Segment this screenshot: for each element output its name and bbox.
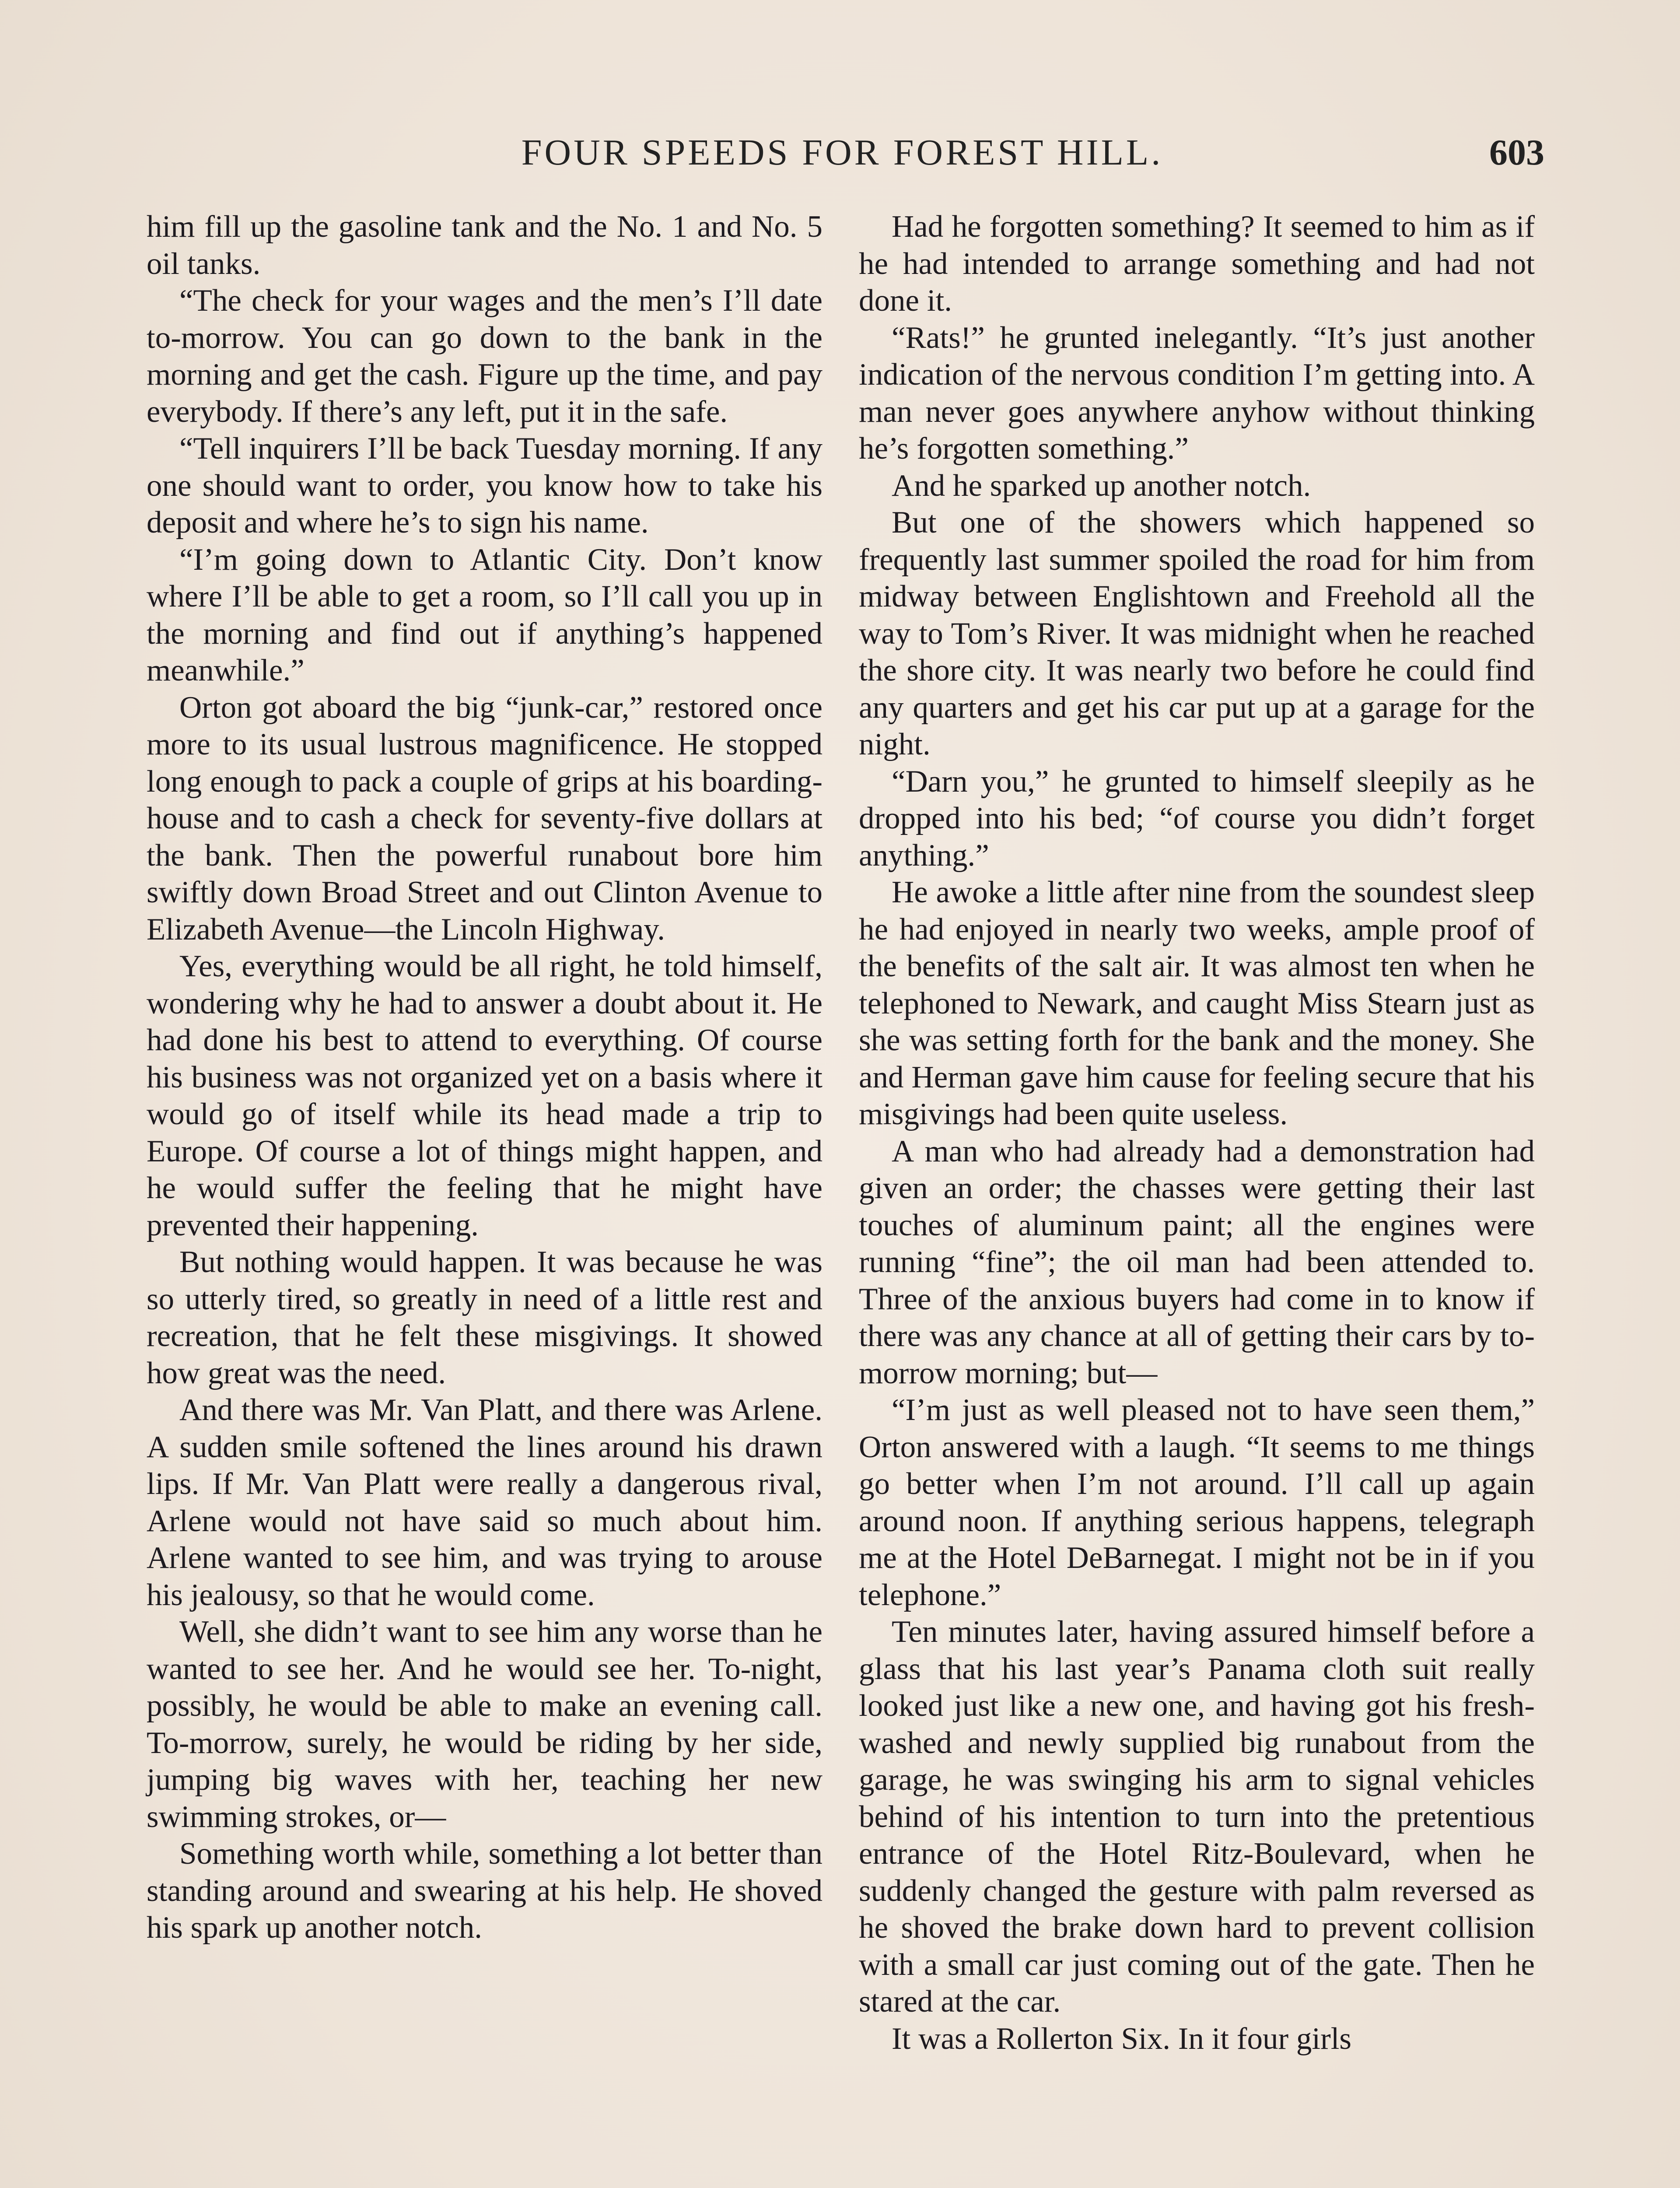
paragraph: But one of the showers which happened so frequently last summer spoiled the road for him from midway between Englishtown and Freehold all the way to Tom’s River. It was midnight when he reached the shore city. It was nearly two before he could find any quarters and get his car put up at a garage for the night. [859,505,1535,761]
paragraph: him fill up the gasoline tank and the No. 1 and No. 5 oil tanks. [147,210,822,281]
left-column [147,208,822,1946]
paragraph: “I’m going down to Atlantic City. Don’t know where I’ll be able to get a room, so I’ll call you up in the morning and find out if anything’s happened meanwhile.” [147,542,822,687]
right-column [859,208,1535,2057]
page-number: 603 [1489,132,1544,173]
paragraph: “Tell inquirers I’ll be back Tuesday morning. If any one should want to order, you know how to take his deposit and where he’s to sign his name. [147,431,822,540]
paragraph: “I’m just as well pleased not to have seen them,” Orton answered with a laugh. “It seems to me things go better when I’m not around. I’ll call up again around noon. If anything serious happens, telegraph me at the Hotel DeBarnegat. I might not be in if you telephone.” [859,1393,1535,1612]
paragraph: “The check for your wages and the men’s I’ll date to-morrow. You can go down to the bank in the morning and get the cash. Figure up the time, and pay everybody. If there’s any left, put it in the safe. [147,284,822,429]
paragraph: And he sparked up another notch. [892,468,1311,503]
paragraph: Had he forgotten something? It seemed to him as if he had intended to arrange something and had not done it. [859,210,1535,318]
paragraph: It was a Rollerton Six. In it four girls [892,2021,1352,2056]
paragraph: “Rats!” he grunted inelegantly. “It’s just another indication of the nervous condition I’m getting into. A man never goes anywhere anyhow without thinking he’s forgotten something.” [859,320,1535,466]
paragraph: But nothing would happen. It was because he was so utterly tired, so greatly in need of a little rest and recreation, that he felt these misgivings. It showed how great was the need. [147,1245,822,1390]
paragraph: Orton got aboard the big “junk-car,” restored once more to its usual lustrous magnificence. He stopped long enough to pack a couple of grips at his boarding-house and to cash a check for seventy-five dollars at the bank. Then the powerful runabout bore him swiftly down Broad Street and out Clinton Avenue to Elizabeth Avenue—the Lincoln Highway. [147,690,822,947]
paragraph: Ten minutes later, having assured himself before a glass that his last year’s Panama cloth suit really looked just like a new one, and having got his fresh-washed and newly supplied big runabout from the garage, he was swinging his arm to signal vehicles behind of his intention to turn into the pretentious entrance of the Hotel Ritz-Boulevard, when he suddenly changed the gesture with palm reversed as he shoved the brake down hard to prevent collision with a small car just coming out of the gate. Then he stared at the car. [859,1615,1535,2019]
paragraph: A man who had already had a demonstration had given an order; the chasses were getting their last touches of aluminum paint; all the engines were running “fine”; the oil man had been attended to. Three of the anxious buyers had come in to know if there was any chance at all of getting their cars by to-morrow morning; but— [859,1134,1535,1390]
paragraph: Well, she didn’t want to see him any worse than he wanted to see her. And he would see her. To-night, possibly, he would be able to make an evening call. To-morrow, surely, he would be riding by her side, jumping big waves with her, teaching her new swimming strokes, or— [147,1615,822,1834]
paragraph: Yes, everything would be all right, he told himself, wondering why he had to answer a doubt about it. He had done his best to attend to everything. Of course his business was not organized yet on a basis where it would go of itself while its head made a trip to Europe. Of course a lot of things might happen, and he would suffer the feeling that he might have prevented their happening. [147,949,822,1242]
paragraph: And there was Mr. Van Platt, and there was Arlene. A sudden smile softened the lines around his drawn lips. If Mr. Van Platt were really a dangerous rival, Arlene would not have said so much about him. Arlene wanted to see him, and was trying to arouse his jealousy, so that he would come. [147,1393,822,1612]
page-header [140,131,1544,184]
running-head-title: FOUR SPEEDS FOR FOREST HILL. [521,132,1163,173]
paragraph: Something worth while, something a lot better than standing around and swearing at his help. He shoved his spark up another notch. [147,1837,822,1945]
paragraph: He awoke a little after nine from the soundest sleep he had enjoyed in nearly two weeks, ample proof of the benefits of the salt air. It was almost ten when he telephoned to Newark, and caught Miss Stearn just as she was setting forth for the bank and the money. She and Herman gave him cause for feeling secure that his misgivings had been quite useless. [859,875,1535,1131]
paragraph: “Darn you,” he grunted to himself sleepily as he dropped into his bed; “of course you didn’t forget anything.” [859,764,1535,873]
